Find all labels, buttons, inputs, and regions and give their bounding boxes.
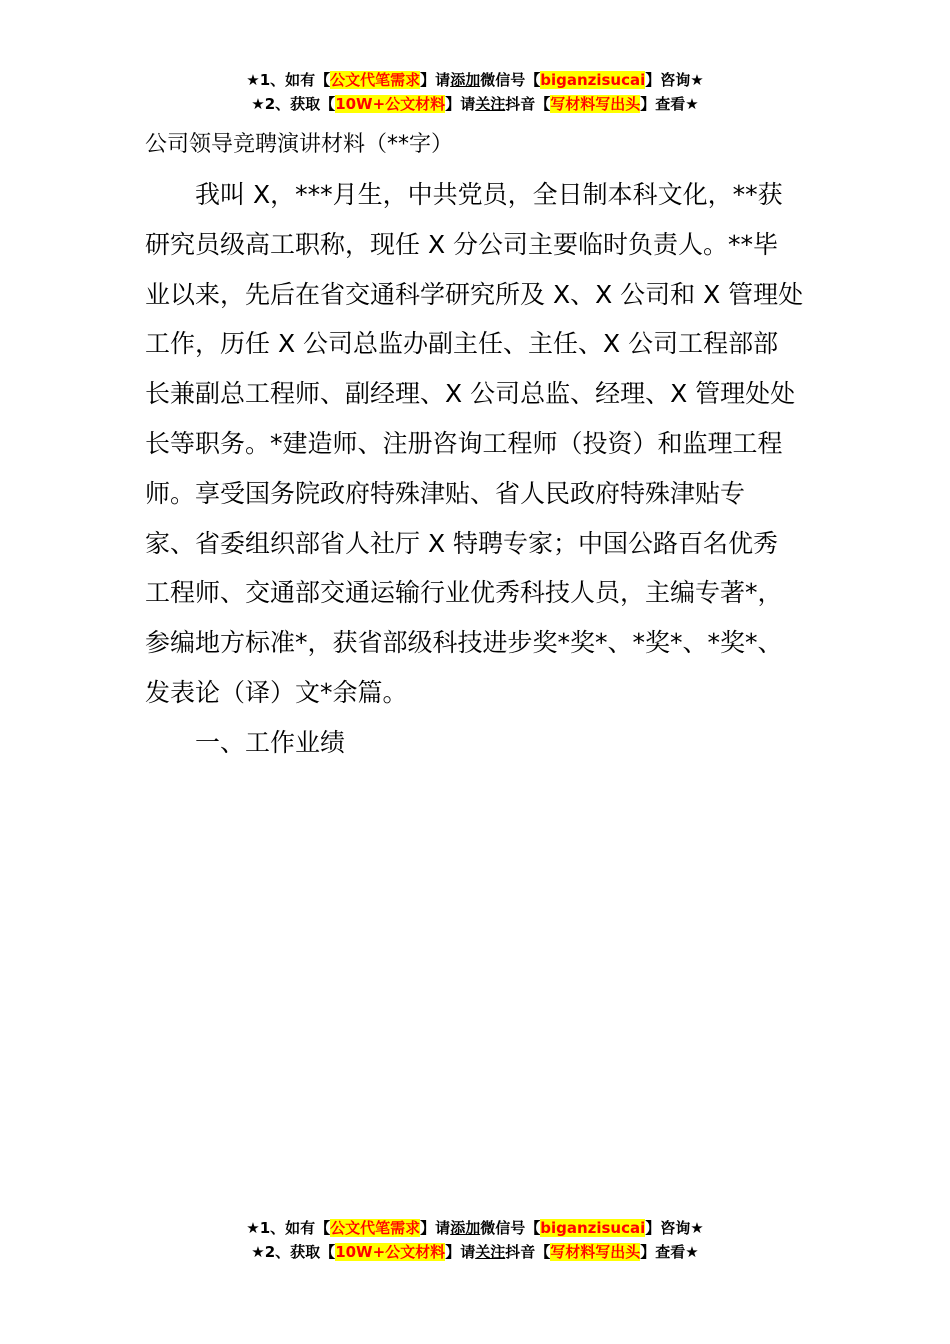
banner-highlight: 10W+公文材料 [335,1243,446,1261]
section-heading: 一、工作业绩 [195,727,346,757]
paragraph-line: 家、省委组织部省人社厅 X 特聘专家；中国公路百名优秀 [145,528,779,558]
banner-highlight: 10W+公文材料 [335,95,446,113]
banner-douyin-id: 写材料写出头 [550,95,641,113]
paragraph-line: 工作，历任 X 公司总监办副主任、主任、X 公司工程部部 [145,329,779,359]
paragraph-line: 参编地方标准*，获省部级科技进步奖*奖*、*奖*、*奖*、 [145,628,783,658]
paragraph-line: 师。享受国务院政府特殊津贴、省人民政府特殊津贴专 [145,478,746,508]
banner-underline: 添加 [450,71,481,89]
document-body [145,170,810,768]
paragraph-line: 研究员级高工职称，现任 X 分公司主要临时负责人。**毕 [145,229,779,259]
paragraph-line: 业以来，先后在省交通科学研究所及 X、X 公司和 X 管理处 [145,279,804,309]
paragraph-line: 发表论（译）文*余篇。 [145,677,408,707]
banner-wechat-id: biganzisucai [540,71,646,89]
banner-wechat-id: biganzisucai [540,1219,646,1237]
header-banner [0,68,950,116]
banner-underline: 关注 [475,1243,506,1261]
banner-line-1: ★1、如有【公文代笔需求】请添加微信号【biganzisucai】咨询★ [246,71,704,89]
paragraph-line: 长兼副总工程师、副经理、X 公司总监、经理、X 管理处处 [145,379,796,409]
banner-douyin-id: 写材料写出头 [550,1243,641,1261]
banner-underline: 关注 [475,95,506,113]
banner-line-2: ★2、获取【10W+公文材料】请关注抖音【写材料写出头】查看★ [251,1243,699,1261]
paragraph-line: 长等职务。*建造师、注册咨询工程师（投资）和监理工程 [145,428,783,458]
banner-line-1: ★1、如有【公文代笔需求】请添加微信号【biganzisucai】咨询★ [246,1219,704,1237]
banner-underline: 添加 [450,1219,481,1237]
banner-highlight: 公文代笔需求 [330,1219,421,1237]
footer-banner [0,1216,950,1264]
banner-highlight: 公文代笔需求 [330,71,421,89]
banner-line-2: ★2、获取【10W+公文材料】请关注抖音【写材料写出头】查看★ [251,95,699,113]
paragraph-line: 我叫 X，***月生，中共党员，全日制本科文化，**获 [195,180,783,209]
document-title: 公司领导竞聘演讲材料（**字） [145,132,454,157]
paragraph-line: 工程师、交通部交通运输行业优秀科技人员，主编专著*， [145,578,783,608]
intro-paragraph [145,170,810,718]
